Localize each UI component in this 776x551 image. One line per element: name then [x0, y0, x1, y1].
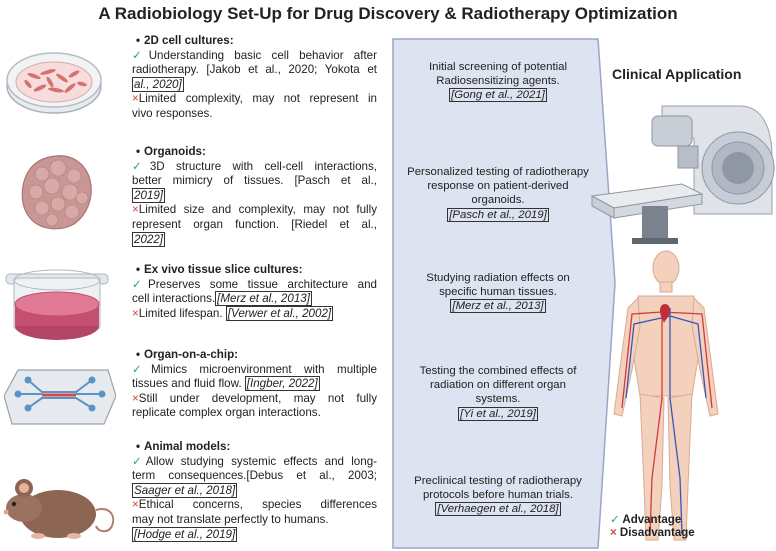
model-organoids: • Organoids: ✓3D structure with cell-cell interactions, better mimicry of tissues. [Pasch et al., 2019] ×Limited size and complexity, may not fully represent organ function. [Riedel et al., 2022] [132, 145, 377, 246]
mouse-icon [0, 460, 120, 546]
citation: [Ingber, 2022] [246, 377, 318, 391]
application-personalized-testing: Personalized testing of radiotherapy response on patient-derived organoids. [Pasch et al., 2019] [407, 166, 589, 221]
citation: [Pasch et al., [294, 174, 377, 188]
citation: 2022] [134, 232, 164, 246]
citation: [Yi et al., 2019] [460, 407, 536, 420]
cross-icon: × [132, 391, 139, 405]
check-icon: ✓ [132, 159, 150, 173]
cross-icon: × [132, 306, 139, 320]
citation: [Merz et al., 2013] [217, 292, 310, 306]
citation: 2019] [134, 188, 164, 202]
model-organ-on-a-chip: • Organ-on-a-chip: ✓Mimics microenvironment with multiple tissues and fluid flow. [Ingber, 2022] ×Still under development, may not fully replicate complex organ interactions. [132, 348, 378, 420]
citation: [Gong et al., 2021] [451, 89, 545, 102]
check-icon: ✓ [610, 514, 620, 526]
radiotherapy-machine-icon [590, 98, 776, 246]
citation: [Riedel et al., [291, 217, 377, 231]
page-title: A Radiobiology Set-Up for Drug Discovery & Radiotherapy Optimization [98, 4, 678, 23]
legend-advantage: ✓ Advantage [610, 514, 682, 526]
legend-disadvantage: × Disadvantage [610, 527, 695, 539]
petri-dish-icon [4, 44, 104, 116]
check-icon: ✓ [132, 48, 149, 62]
citation: [Merz et al., 2013] [452, 300, 544, 313]
citation: Saager et al., 2018] [134, 483, 236, 497]
model-2d-cell-cultures: • 2D cell cultures: ✓Understanding basic cell behavior after radiotherapy. [Jakob et al., 2020; Yokota et al., 2020] ×Limited complexity, may not represent in vivo responses. [132, 34, 377, 120]
organ-chip-icon [4, 364, 116, 428]
citation: [Pasch et al., 2019] [449, 208, 547, 221]
check-icon: ✓ [132, 362, 151, 376]
check-icon: ✓ [132, 454, 146, 468]
cross-icon: × [610, 527, 617, 539]
citation: al., 2020] [134, 77, 182, 91]
clinical-application-title: Clinical Application [612, 66, 742, 82]
check-icon: ✓ [132, 277, 149, 291]
application-tissue-effects: Studying radiation effects on specific human tissues. [Merz et al., 2013] [426, 272, 570, 313]
tissue-slice-dish-icon [4, 264, 110, 348]
human-body-icon [608, 248, 724, 548]
organoid-icon [14, 150, 98, 234]
application-screening: Initial screening of potential Radiosensitizing agents. [Gong et al., 2021] [428, 61, 568, 102]
model-animal-models: • Animal models: ✓Allow studying systemic effects and long- term consequences.[Debus et al., 2003; Saager et al., 2018] ×Ethical concerns, species differences may not translate perfectly to humans. [Hodge et al., 2019] [132, 440, 378, 541]
application-preclinical-testing: Preclinical testing of radiotherapy protocols before human trials. [Verhaegen et al., 2018] [414, 475, 582, 516]
citation: [Debus et al., 2003; [246, 469, 378, 483]
citation: [Jakob et al., 2020; Yokota et [206, 63, 377, 77]
citation: [Verhaegen et al., 2018] [437, 503, 559, 516]
citation: [Verwer et al., 2002] [227, 306, 332, 320]
cross-icon: × [132, 92, 139, 106]
model-tissue-slice-cultures: • Ex vivo tissue slice cultures: ✓Preserves some tissue architecture and cell interactions. [Merz et al., 2013] ×Limited lifespan. [Verwer et al., 2002] [132, 263, 377, 320]
citation: [Hodge et al., 2019] [134, 527, 236, 541]
cross-icon: × [132, 203, 139, 217]
application-organ-systems: Testing the combined effects of radiation on different organ systems. [Yi et al., 2019] [419, 365, 577, 420]
cross-icon: × [132, 498, 139, 512]
